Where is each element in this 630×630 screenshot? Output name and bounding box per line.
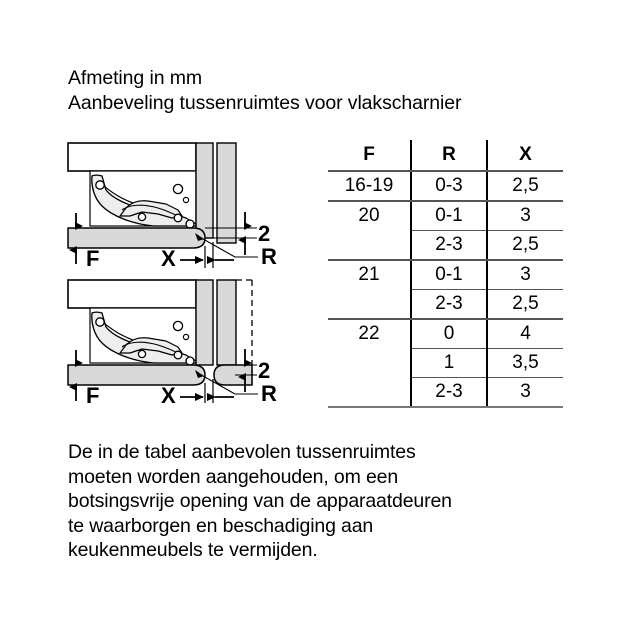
note-paragraph [68, 440, 578, 563]
cell-r: 0 [411, 319, 487, 349]
door-front-panel [68, 365, 205, 385]
cell-x: 2,5 [487, 290, 563, 320]
cell-f [328, 378, 411, 408]
cell-f [328, 349, 411, 378]
door-front-panel [68, 228, 205, 248]
cell-r: 2-3 [411, 290, 487, 320]
column-header-x: X [487, 140, 563, 171]
page-title-subtitle: Aanbeveling tussenruimtes voor vlakscharnier [68, 92, 462, 114]
note-line-4: te waarborgen en beschadiging aan [68, 514, 374, 537]
note-line-3: botsingsvrije opening van de apparaatdeuren [68, 490, 452, 512]
diagram-group [62, 138, 317, 403]
cell-r: 1 [411, 349, 487, 378]
page-title [68, 66, 588, 116]
cell-x: 3 [487, 201, 563, 231]
hinge-pivot [173, 321, 182, 330]
cell-x: 4 [487, 319, 563, 349]
cell-f: 16-19 [328, 171, 411, 201]
diagram-bottom [68, 280, 277, 403]
hinge-pivot [183, 197, 188, 202]
hinge-pivot [173, 184, 182, 193]
table-row [328, 290, 563, 320]
cell-x: 3,5 [487, 349, 563, 378]
cell-r: 0-1 [411, 260, 487, 290]
cell-x: 3 [487, 260, 563, 290]
hinge-pivot [138, 213, 145, 220]
table-row [328, 201, 563, 231]
clearance-table-container [328, 140, 563, 408]
note-line-2: moeten worden aangehouden, om een [68, 465, 399, 488]
hinge-clearance-drawings [62, 138, 317, 403]
f-label: F [86, 246, 100, 271]
table-row [328, 349, 563, 378]
cell-r: 0-3 [411, 171, 487, 201]
note-line-5: keukenmeubels te vermijden. [68, 539, 318, 561]
table-row [328, 319, 563, 349]
r-label: R [261, 244, 277, 269]
cabinet-top-panel [68, 143, 196, 171]
cell-f: 21 [328, 260, 411, 290]
hinge-pivot [96, 318, 104, 326]
door-panel-vertical [217, 280, 236, 365]
carcase-side-panel [196, 143, 213, 238]
carcase-side-panel [196, 280, 213, 365]
table-row [328, 171, 563, 201]
hinge-pivot [96, 181, 104, 189]
x-label: X [161, 246, 176, 271]
gap-label-2: 2 [258, 358, 271, 383]
cell-f: 20 [328, 201, 411, 231]
hinge-pivot [138, 350, 145, 357]
cabinet-top-panel [68, 280, 196, 308]
page-title-line-1: Afmeting in mm [68, 67, 203, 89]
table-row [328, 260, 563, 290]
column-header-r: R [411, 140, 487, 171]
hinge-pivot [174, 214, 182, 222]
hinge-pivot [186, 357, 194, 365]
gap-label-2: 2 [258, 221, 271, 246]
table-body [328, 171, 563, 407]
note-line-1: De in de tabel aanbevolen tussenruimtes [68, 441, 416, 463]
cell-r: 2-3 [411, 378, 487, 408]
cell-f: 22 [328, 319, 411, 349]
table-header-row [328, 140, 563, 171]
f-label: F [86, 383, 100, 403]
hinge-pivot [183, 334, 188, 339]
x-label: X [161, 383, 176, 403]
cell-x: 3 [487, 378, 563, 408]
table-row [328, 231, 563, 261]
column-header-f: F [328, 140, 411, 171]
cell-x: 2,5 [487, 231, 563, 261]
cell-f [328, 290, 411, 320]
table-row [328, 378, 563, 408]
cell-x: 2,5 [487, 171, 563, 201]
r-label: R [261, 381, 277, 403]
diagram-top [68, 143, 277, 271]
cell-f [328, 231, 411, 261]
table-header [328, 140, 563, 171]
hinge-pivot [174, 351, 182, 359]
cell-r: 0-1 [411, 201, 487, 231]
hinge-pivot [186, 220, 194, 228]
clearance-table [328, 140, 563, 408]
cell-r: 2-3 [411, 231, 487, 261]
